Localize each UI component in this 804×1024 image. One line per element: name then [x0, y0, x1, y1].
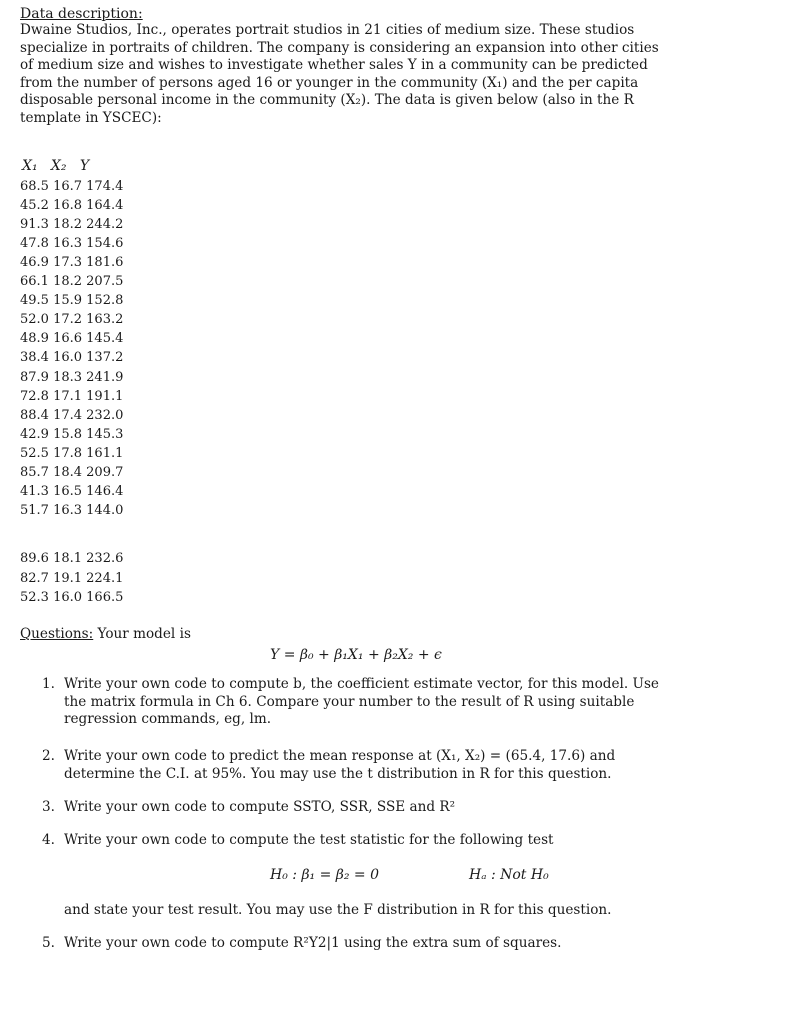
description-line: specialize in portraits of children. The company is considering an expansion into other cities — [20, 39, 659, 56]
questions-heading — [20, 626, 191, 643]
question-4-continuation: and state your test result. You may use the F distribution in R for this question. — [64, 902, 612, 918]
question-number: 5. — [42, 935, 55, 951]
question-number: 3. — [42, 799, 55, 815]
question-text — [64, 935, 764, 953]
question-line: the matrix formula in Ch 6. Compare your number to the result of R using suitable — [64, 693, 635, 710]
table-row: 52.5 17.8 161.1 — [20, 445, 124, 461]
alternative-hypothesis: Hₐ : Not H₀ — [469, 867, 549, 883]
table-row: 46.9 17.3 181.6 — [20, 255, 124, 271]
description-line: template in YSCEC): — [20, 109, 162, 126]
table-row: 82.7 19.1 224.1 — [20, 570, 124, 586]
table-row: 72.8 17.1 191.1 — [20, 388, 124, 404]
table-row: 45.2 16.8 164.4 — [20, 198, 124, 214]
question-line: Write your own code to compute the test statistic for the following test — [64, 832, 554, 848]
description-line: Dwaine Studios, Inc., operates portrait studios in 21 cities of medium size. These studios — [20, 22, 635, 38]
question-line: Write your own code to predict the mean response at (X₁, X₂) = (65.4, 17.6) and — [64, 748, 616, 764]
table-row: 89.6 18.1 232.6 — [20, 551, 124, 566]
question-text — [64, 748, 764, 783]
table-row: 42.9 15.8 145.3 — [20, 426, 124, 442]
question-line: Write your own code to compute R²Y2|1 using the extra sum of squares. — [64, 935, 562, 951]
table-row: 51.7 16.3 144.0 — [20, 502, 124, 518]
questions-intro: Your model is — [93, 626, 191, 642]
table-row: 91.3 18.2 244.2 — [20, 217, 124, 233]
question-line: Write your own code to compute SSTO, SSR, SSE and R² — [64, 799, 456, 815]
question-text — [64, 832, 764, 850]
table-row: 41.3 16.5 146.4 — [20, 483, 124, 499]
table-row: 48.9 16.6 145.4 — [20, 331, 124, 347]
question-number: 4. — [42, 832, 55, 848]
table-row: 66.1 18.2 207.5 — [20, 274, 124, 290]
question-text — [64, 676, 764, 729]
table-row: 87.9 18.3 241.9 — [20, 369, 124, 385]
description-line: of medium size and wishes to investigate whether sales Y in a community can be predicted — [20, 57, 648, 74]
table-row: 88.4 17.4 232.0 — [20, 407, 124, 423]
question-line: regression commands, eg, lm. — [64, 711, 272, 728]
data-description-label: Data description: — [20, 6, 143, 22]
hypothesis-line — [270, 867, 549, 883]
table-row: 52.0 17.2 163.2 — [20, 312, 124, 328]
table-row: 85.7 18.4 209.7 — [20, 464, 124, 480]
question-number: 2. — [42, 748, 55, 764]
question-text — [64, 799, 764, 817]
data-description-text — [20, 22, 780, 128]
description-line: from the number of persons aged 16 or younger in the community (X₁) and the per capita — [20, 74, 639, 91]
table-row: 52.3 16.0 166.5 — [20, 590, 124, 605]
table-row: 38.4 16.0 137.2 — [20, 350, 124, 366]
null-hypothesis: H₀ : β₁ = β₂ = 0 — [270, 867, 380, 883]
table-row: 68.5 16.7 174.4 — [20, 179, 124, 194]
table-row: 49.5 15.9 152.8 — [20, 293, 124, 309]
question-number: 1. — [42, 676, 55, 692]
questions-label: Questions: — [20, 626, 94, 642]
description-line: disposable personal income in the community (X₂). The data is given below (also in the R — [20, 92, 634, 109]
table-row: 47.8 16.3 154.6 — [20, 236, 124, 252]
model-equation: Y = β₀ + β₁X₁ + β₂X₂ + ϵ — [270, 647, 442, 663]
question-line: determine the C.I. at 95%. You may use the t distribution in R for this question. — [64, 765, 612, 782]
table-header: X₁ X₂ Y — [22, 158, 90, 174]
question-line: Write your own code to compute b, the coefficient estimate vector, for this model. Use — [64, 676, 659, 692]
